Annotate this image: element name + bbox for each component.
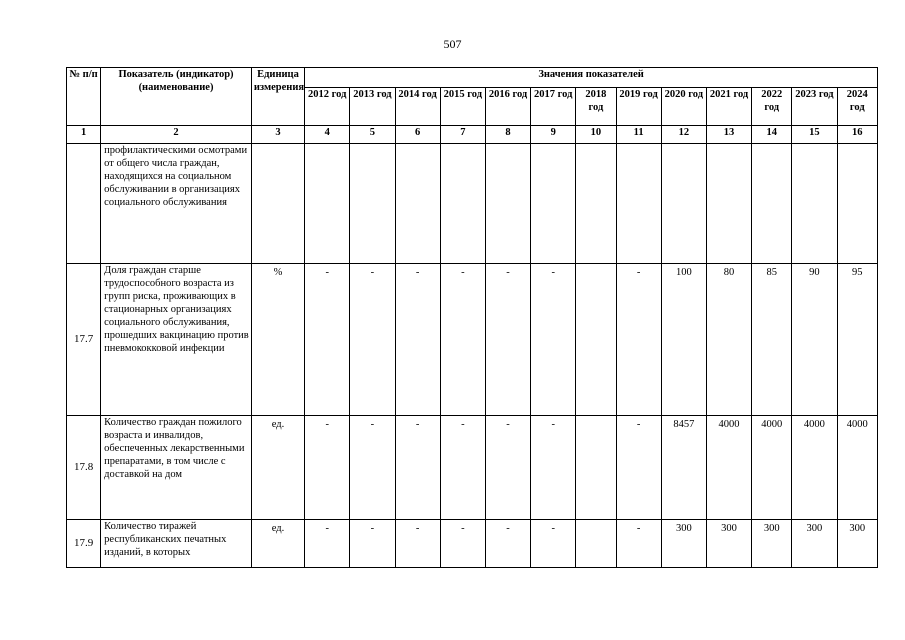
- value-cell: 85: [752, 264, 792, 416]
- header-year: 2018 год: [576, 88, 616, 126]
- value-cell: -: [350, 416, 395, 520]
- header-unit: Единица измерения: [251, 68, 304, 126]
- header-year: 2020 год: [661, 88, 706, 126]
- value-cell: 300: [706, 520, 751, 568]
- value-cell: -: [531, 416, 576, 520]
- row-number: 17.7: [67, 264, 101, 416]
- value-cell: [576, 264, 616, 416]
- value-cell: [661, 144, 706, 264]
- column-number: 16: [837, 126, 877, 144]
- header-year: 2014 год: [395, 88, 440, 126]
- header-indicator: Показатель (индикатор) (наименование): [101, 68, 252, 126]
- value-cell: 4000: [706, 416, 751, 520]
- value-cell: -: [485, 264, 530, 416]
- header-year: 2019 год: [616, 88, 661, 126]
- value-cell: [576, 144, 616, 264]
- header-year: 2022 год: [752, 88, 792, 126]
- header-num: № п/п: [67, 68, 101, 126]
- value-cell: -: [616, 520, 661, 568]
- value-cell: 4000: [792, 416, 837, 520]
- column-number: 9: [531, 126, 576, 144]
- value-cell: -: [305, 264, 350, 416]
- header-year: 2021 год: [706, 88, 751, 126]
- column-number: 8: [485, 126, 530, 144]
- value-cell: -: [305, 520, 350, 568]
- value-cell: 300: [837, 520, 877, 568]
- value-cell: [350, 144, 395, 264]
- column-number: 7: [440, 126, 485, 144]
- header-values-group: Значения показателей: [305, 68, 878, 88]
- header-year: 2023 год: [792, 88, 837, 126]
- indicator-name: Доля граждан старше трудоспособного возраста из групп риска, проживающих в стационарных организациях социального обслуживания, прошедших вакцинацию против пневмококковой инфекции: [101, 264, 252, 416]
- column-number: 13: [706, 126, 751, 144]
- unit-cell: ед.: [251, 416, 304, 520]
- value-cell: -: [395, 416, 440, 520]
- value-cell: -: [440, 264, 485, 416]
- column-number: 12: [661, 126, 706, 144]
- value-cell: -: [440, 416, 485, 520]
- column-number: 3: [251, 126, 304, 144]
- value-cell: -: [531, 520, 576, 568]
- table-row: [67, 520, 878, 568]
- column-number: 4: [305, 126, 350, 144]
- indicator-name: профилактическими осмотрами от общего числа граждан, находящихся на социальном обслуживании в организациях социального обслуживания: [101, 144, 252, 264]
- value-cell: 80: [706, 264, 751, 416]
- value-cell: 4000: [837, 416, 877, 520]
- unit-cell: [251, 144, 304, 264]
- table-row: [67, 416, 878, 520]
- value-cell: 300: [752, 520, 792, 568]
- value-cell: -: [305, 416, 350, 520]
- value-cell: -: [485, 416, 530, 520]
- header-year: 2017 год: [531, 88, 576, 126]
- value-cell: -: [616, 264, 661, 416]
- header-year: 2016 год: [485, 88, 530, 126]
- value-cell: [752, 144, 792, 264]
- column-number: 1: [67, 126, 101, 144]
- header-year: 2024 год: [837, 88, 877, 126]
- table-row: [67, 264, 878, 416]
- value-cell: -: [395, 520, 440, 568]
- column-number: 15: [792, 126, 837, 144]
- header-year: 2013 год: [350, 88, 395, 126]
- value-cell: [395, 144, 440, 264]
- row-number: 17.9: [67, 520, 101, 568]
- value-cell: [837, 144, 877, 264]
- row-number: 17.8: [67, 416, 101, 520]
- value-cell: -: [350, 264, 395, 416]
- value-cell: -: [616, 416, 661, 520]
- column-number: 6: [395, 126, 440, 144]
- column-numbers-row: [67, 126, 878, 144]
- column-number: 10: [576, 126, 616, 144]
- value-cell: 100: [661, 264, 706, 416]
- value-cell: 4000: [752, 416, 792, 520]
- header-row-top: [67, 68, 878, 88]
- column-number: 2: [101, 126, 252, 144]
- value-cell: [485, 144, 530, 264]
- indicators-table: [66, 67, 878, 568]
- value-cell: [576, 416, 616, 520]
- value-cell: 300: [661, 520, 706, 568]
- value-cell: [576, 520, 616, 568]
- value-cell: -: [350, 520, 395, 568]
- value-cell: -: [531, 264, 576, 416]
- value-cell: 8457: [661, 416, 706, 520]
- value-cell: [531, 144, 576, 264]
- value-cell: 90: [792, 264, 837, 416]
- header-year: 2012 год: [305, 88, 350, 126]
- row-number: [67, 144, 101, 264]
- unit-cell: ед.: [251, 520, 304, 568]
- column-number: 14: [752, 126, 792, 144]
- value-cell: [616, 144, 661, 264]
- value-cell: -: [485, 520, 530, 568]
- value-cell: [440, 144, 485, 264]
- column-number: 11: [616, 126, 661, 144]
- page-number: 507: [443, 37, 462, 51]
- value-cell: -: [440, 520, 485, 568]
- indicator-name: Количество граждан пожилого возраста и инвалидов, обеспеченных лекарственными препаратами, в том числе с доставкой на дом: [101, 416, 252, 520]
- header-year: 2015 год: [440, 88, 485, 126]
- unit-cell: %: [251, 264, 304, 416]
- value-cell: [792, 144, 837, 264]
- value-cell: [706, 144, 751, 264]
- value-cell: -: [395, 264, 440, 416]
- value-cell: 95: [837, 264, 877, 416]
- value-cell: 300: [792, 520, 837, 568]
- indicator-name: Количество тиражей республиканских печатных изданий, в которых: [101, 520, 252, 568]
- value-cell: [305, 144, 350, 264]
- column-number: 5: [350, 126, 395, 144]
- table-row: [67, 144, 878, 264]
